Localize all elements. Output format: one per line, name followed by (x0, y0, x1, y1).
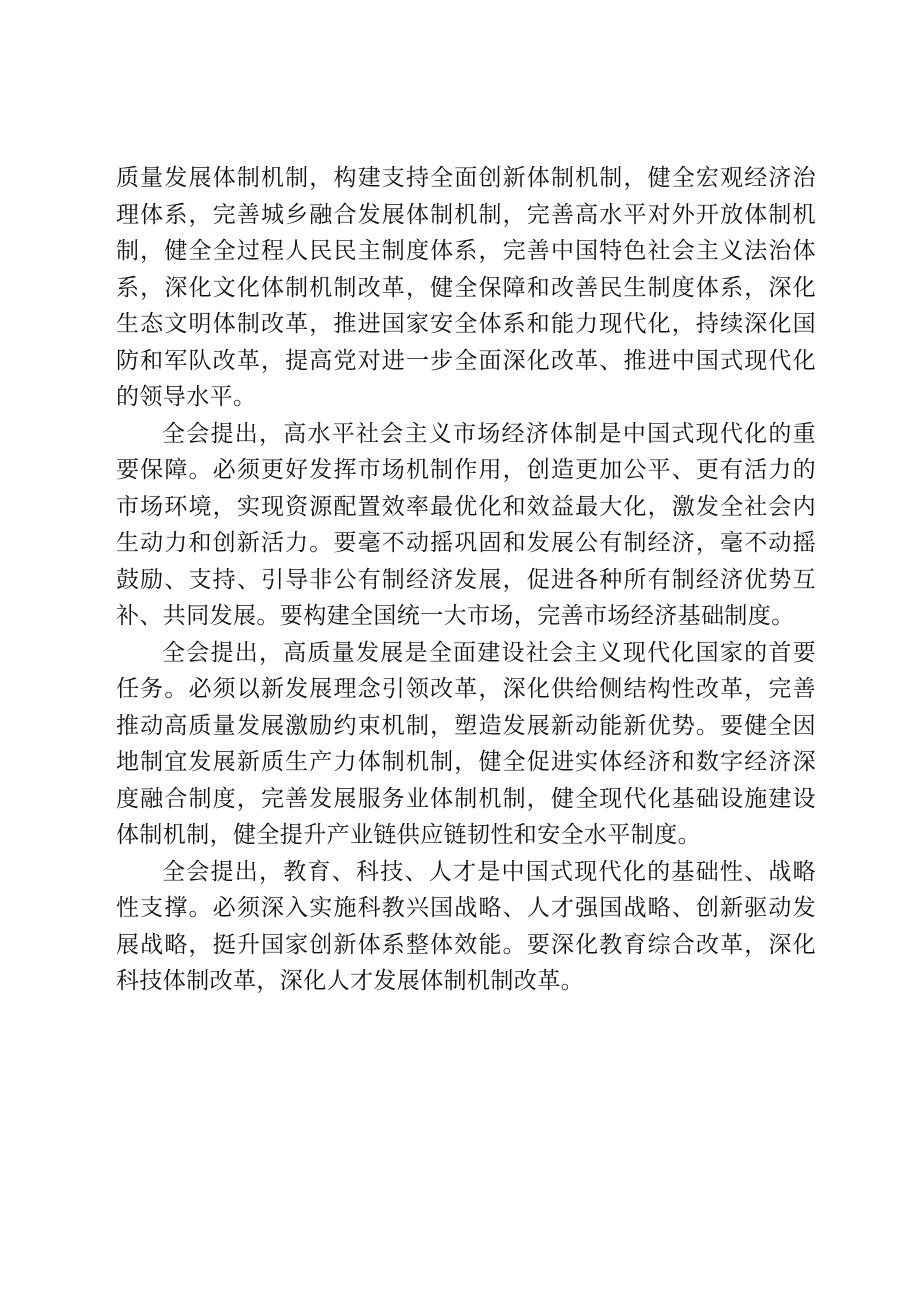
paragraph-education-science-talent: 全会提出，教育、科技、人才是中国式现代化的基础性、战略性支撑。必须深入实施科教兴国战略、人才强国战略、创新驱动发展战略，挺升国家创新体系整体效能。要深化教育综合改革，深化科技体制改革，深化人才发展体制机制改革。 (116, 858, 816, 994)
document-body (116, 160, 816, 1000)
paragraph-high-quality-development: 全会提出，高质量发展是全面建设社会主义现代化国家的首要任务。必须以新发展理念引领改革，深化供给侧结构性改革，完善推动高质量发展激励约束机制，塑造发展新动能新优势。要健全因地制宜发展新质生产力体制机制，健全促进实体经济和数字经济深度融合制度，完善发展服务业体制机制，健全现代化基础设施建设体制机制，健全提升产业链供应链韧性和安全水平制度。 (116, 639, 816, 848)
paragraph-market-economy: 全会提出，高水平社会主义市场经济体制是中国式现代化的重要保障。必须更好发挥市场机制作用，创造更加公平、更有活力的市场环境，实现资源配置效率最优化和效益最大化，激发全社会内生动力和创新活力。要毫不动摇巩固和发展公有制经济，毫不动摇鼓励、支持、引导非公有制经济发展，促进各种所有制经济优势互补、共同发展。要构建全国统一大市场，完善市场经济基础制度。 (116, 420, 816, 629)
paragraph-continued: 质量发展体制机制，构建支持全面创新体制机制，健全宏观经济治理体系，完善城乡融合发展体制机制，完善高水平对外开放体制机制，健全全过程人民民主制度体系，完善中国特色社会主义法治体系，深化文化体制机制改革，健全保障和改善民生制度体系，深化生态文明体制改革，推进国家安全体系和能力现代化，持续深化国防和军队改革，提高党对进一步全面深化改革、推进中国式现代化的领导水平。 (116, 165, 816, 410)
